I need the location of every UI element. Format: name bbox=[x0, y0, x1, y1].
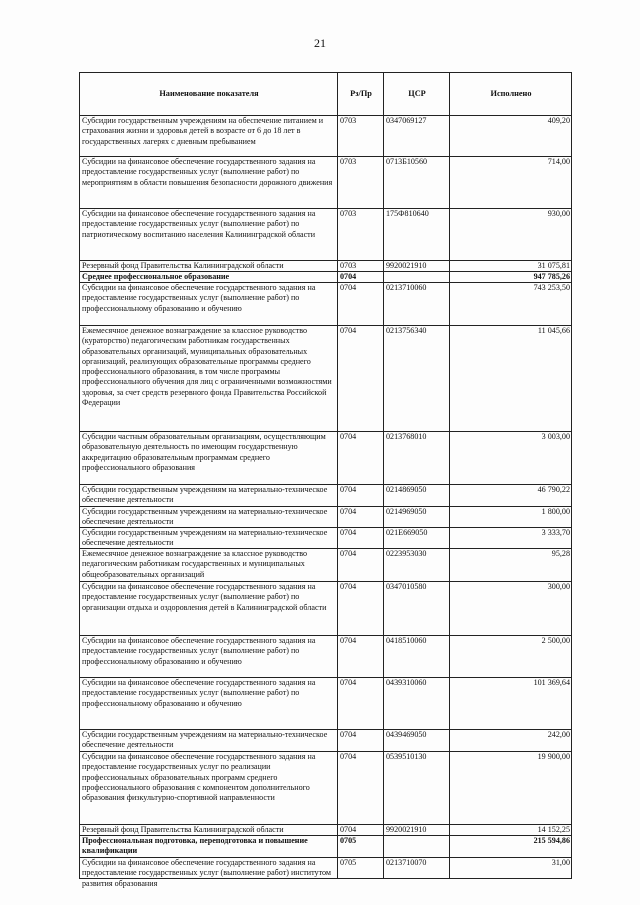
rzpr-cell bbox=[338, 507, 384, 528]
csr-cell-text: 0213710070 bbox=[386, 858, 427, 867]
indicator-name-cell-text: Ежемесячное денежное вознаграждение за классное руководство педагогическим работникам государственных и муниципальных общеобразовательных организаций bbox=[82, 549, 308, 579]
csr-cell-text: 021Е669050 bbox=[386, 528, 428, 537]
indicator-name-cell-text: Субсидии на финансовое обеспечение государственного задания на предоставление государственных услуг (выполнение работ) по профессиональному образованию и обучению bbox=[82, 636, 316, 666]
rzpr-cell bbox=[338, 116, 384, 157]
table-row bbox=[80, 209, 572, 261]
rzpr-cell-text: 0704 bbox=[340, 432, 357, 441]
indicator-name-cell bbox=[80, 261, 338, 272]
csr-cell-text: 0213768010 bbox=[386, 432, 427, 441]
csr-cell-text: 0713Б10560 bbox=[386, 157, 428, 166]
csr-cell bbox=[384, 836, 450, 858]
budget-execution-table bbox=[79, 72, 572, 888]
executed-amount-cell bbox=[450, 116, 572, 157]
rzpr-cell-text: 0704 bbox=[340, 326, 357, 335]
executed-amount-cell-text: 101 369,64 bbox=[533, 678, 570, 687]
indicator-name-cell-text: Субсидии государственным учреждениям на материально-техническое обеспечение деятельности bbox=[82, 507, 328, 527]
csr-cell-text: 9920021910 bbox=[386, 261, 427, 270]
table-row bbox=[80, 678, 572, 730]
executed-amount-cell bbox=[450, 528, 572, 549]
executed-amount-cell-text: 3 003,00 bbox=[541, 432, 570, 441]
indicator-name-cell-text: Резервный фонд Правительства Калининградской области bbox=[82, 825, 284, 834]
csr-cell bbox=[384, 582, 450, 636]
indicator-name-cell-text: Субсидии государственным учреждениям на материально-техническое обеспечение деятельности bbox=[82, 485, 328, 505]
executed-amount-cell bbox=[450, 283, 572, 326]
executed-amount-cell-text: 46 790,22 bbox=[537, 485, 570, 494]
executed-amount-cell bbox=[450, 432, 572, 485]
csr-cell-text: 175Ф810640 bbox=[386, 209, 429, 218]
executed-amount-cell bbox=[450, 730, 572, 752]
indicator-name-cell-text: Ежемесячное денежное вознаграждение за классное руководство (кураторство) педагогическим работникам государственных образовательных организаций, муниципальных образовательных организаций, реализующих образовательные программы среднего профессионального образования, в том числе программы профессионального обучения для лиц с ограниченными возможностями здоровья, за счет средств резервного фонда Правительства Российской Федерации bbox=[82, 326, 332, 408]
rzpr-cell-text: 0704 bbox=[340, 283, 357, 292]
table-row bbox=[80, 549, 572, 582]
header-indicator-name: Наименование показателя bbox=[80, 73, 338, 116]
executed-amount-cell-text: 31,00 bbox=[551, 858, 570, 867]
executed-amount-cell-text: 743 253,50 bbox=[533, 283, 570, 292]
csr-cell bbox=[384, 730, 450, 752]
table-row bbox=[80, 582, 572, 636]
csr-cell bbox=[384, 636, 450, 678]
rzpr-cell bbox=[338, 678, 384, 730]
indicator-name-cell bbox=[80, 157, 338, 209]
executed-amount-cell-text: 1 800,00 bbox=[541, 507, 570, 516]
rzpr-cell bbox=[338, 582, 384, 636]
indicator-name-cell bbox=[80, 432, 338, 485]
csr-cell bbox=[384, 825, 450, 836]
csr-cell bbox=[384, 485, 450, 507]
indicator-name-cell-text: Субсидии на финансовое обеспечение государственного задания на предоставление государственных услуг (выполнение работ) по патриотическому воспитанию населения Калининградской области bbox=[82, 209, 316, 239]
header-rzpr: Рз/Пр bbox=[338, 73, 384, 116]
executed-amount-cell bbox=[450, 261, 572, 272]
csr-cell bbox=[384, 858, 450, 879]
table-row bbox=[80, 116, 572, 157]
indicator-name-cell bbox=[80, 836, 338, 858]
rzpr-cell-text: 0704 bbox=[340, 485, 357, 494]
rzpr-cell-text: 0704 bbox=[340, 752, 357, 761]
executed-amount-cell bbox=[450, 549, 572, 582]
rzpr-cell bbox=[338, 636, 384, 678]
csr-cell-text: 0214969050 bbox=[386, 507, 427, 516]
rzpr-cell-text: 0703 bbox=[340, 209, 357, 218]
indicator-name-cell bbox=[80, 582, 338, 636]
indicator-name-cell bbox=[80, 858, 338, 888]
rzpr-cell-text: 0704 bbox=[340, 549, 357, 558]
indicator-name-cell bbox=[80, 528, 338, 549]
csr-cell-text: 0213756340 bbox=[386, 326, 427, 335]
csr-cell bbox=[384, 209, 450, 261]
rzpr-cell bbox=[338, 836, 384, 858]
executed-amount-cell bbox=[450, 507, 572, 528]
table-row bbox=[80, 432, 572, 485]
rzpr-cell bbox=[338, 157, 384, 209]
table-row bbox=[80, 858, 572, 879]
indicator-name-cell bbox=[80, 209, 338, 261]
csr-cell-text: 0213710060 bbox=[386, 283, 427, 292]
csr-cell-text: 0214869050 bbox=[386, 485, 427, 494]
executed-amount-cell-text: 300,00 bbox=[547, 582, 570, 591]
rzpr-cell bbox=[338, 549, 384, 582]
rzpr-cell-text: 0703 bbox=[340, 116, 357, 125]
csr-cell-text: 0223953030 bbox=[386, 549, 427, 558]
executed-amount-cell bbox=[450, 326, 572, 432]
csr-cell bbox=[384, 272, 450, 283]
rzpr-cell bbox=[338, 209, 384, 261]
rzpr-cell-text: 0704 bbox=[340, 636, 357, 645]
rzpr-cell-text: 0704 bbox=[340, 825, 357, 834]
indicator-name-cell-text: Субсидии на финансовое обеспечение государственного задания на предоставление государственных услуг (выполнение работ) по организации отдыха и оздоровления детей в Калининградской области bbox=[82, 582, 327, 612]
indicator-name-cell-text: Субсидии государственным учреждениям на материально-техническое обеспечение деятельности bbox=[82, 730, 328, 750]
csr-cell-text: 0439469050 bbox=[386, 730, 427, 739]
csr-cell-text: 0418510060 bbox=[386, 636, 427, 645]
executed-amount-cell-text: 14 152,25 bbox=[537, 825, 570, 834]
indicator-name-cell-text: Среднее профессиональное образование bbox=[82, 272, 230, 281]
csr-cell-text: 0347010580 bbox=[386, 582, 427, 591]
indicator-name-cell bbox=[80, 485, 338, 507]
rzpr-cell-text: 0704 bbox=[340, 528, 357, 537]
executed-amount-cell-text: 3 333,70 bbox=[541, 528, 570, 537]
rzpr-cell-text: 0704 bbox=[340, 272, 357, 281]
executed-amount-cell bbox=[450, 678, 572, 730]
csr-cell bbox=[384, 157, 450, 209]
rzpr-cell-text: 0704 bbox=[340, 507, 357, 516]
rzpr-cell bbox=[338, 272, 384, 283]
csr-cell bbox=[384, 528, 450, 549]
executed-amount-cell bbox=[450, 157, 572, 209]
page-number: 21 bbox=[314, 36, 326, 50]
table-row bbox=[80, 836, 572, 858]
rzpr-cell bbox=[338, 752, 384, 825]
executed-amount-cell-text: 31 075,81 bbox=[537, 261, 570, 270]
indicator-name-cell bbox=[80, 730, 338, 752]
table-row bbox=[80, 730, 572, 752]
executed-amount-cell-text: 714,00 bbox=[547, 157, 570, 166]
indicator-name-cell bbox=[80, 549, 338, 582]
csr-cell-text: 9920021910 bbox=[386, 825, 427, 834]
table-row bbox=[80, 157, 572, 209]
table-row bbox=[80, 272, 572, 283]
table-row bbox=[80, 636, 572, 678]
indicator-name-cell-text: Субсидии на финансовое обеспечение государственного задания на предоставление государственных услуг (выполнение работ) по профессиональному образованию и обучению bbox=[82, 678, 316, 708]
executed-amount-cell-text: 409,20 bbox=[547, 116, 570, 125]
indicator-name-cell-text: Субсидии государственным учреждениям на материально-техническое обеспечение деятельности bbox=[82, 528, 328, 548]
indicator-name-cell bbox=[80, 116, 338, 157]
csr-cell bbox=[384, 261, 450, 272]
indicator-name-cell-text: Профессиональная подготовка, переподготовка и повышение квалификации bbox=[82, 836, 308, 856]
csr-cell-text: 0539510130 bbox=[386, 752, 427, 761]
csr-cell-text: 0347069127 bbox=[386, 116, 427, 125]
indicator-name-cell-text: Субсидии на финансовое обеспечение государственного задания на предоставление государственных услуг по реализации профессиональных образовательных программ среднего профессионального образования с компонентом дополнительного образования физкультурно-спортивной направленности bbox=[82, 752, 316, 803]
executed-amount-cell bbox=[450, 752, 572, 825]
csr-cell bbox=[384, 326, 450, 432]
rzpr-cell-text: 0704 bbox=[340, 582, 357, 591]
rzpr-cell bbox=[338, 261, 384, 272]
executed-amount-cell bbox=[450, 209, 572, 261]
indicator-name-cell bbox=[80, 678, 338, 730]
rzpr-cell bbox=[338, 825, 384, 836]
executed-amount-cell bbox=[450, 825, 572, 836]
executed-amount-cell-text: 19 900,00 bbox=[537, 752, 570, 761]
csr-cell bbox=[384, 752, 450, 825]
indicator-name-cell bbox=[80, 283, 338, 326]
executed-amount-cell bbox=[450, 858, 572, 879]
table-row bbox=[80, 528, 572, 549]
indicator-name-cell bbox=[80, 326, 338, 432]
indicator-name-cell-text: Субсидии на финансовое обеспечение государственного задания на предоставление государственных услуг (выполнение работ) институтом развития образования bbox=[82, 858, 332, 888]
header-executed: Исполнено bbox=[450, 73, 572, 116]
executed-amount-cell bbox=[450, 582, 572, 636]
rzpr-cell bbox=[338, 283, 384, 326]
indicator-name-cell bbox=[80, 507, 338, 528]
executed-amount-cell bbox=[450, 272, 572, 283]
executed-amount-cell-text: 11 045,66 bbox=[537, 326, 570, 335]
indicator-name-cell bbox=[80, 825, 338, 836]
csr-cell-text: 0439310060 bbox=[386, 678, 427, 687]
csr-cell bbox=[384, 678, 450, 730]
rzpr-cell-text: 0703 bbox=[340, 157, 357, 166]
rzpr-cell bbox=[338, 730, 384, 752]
csr-cell bbox=[384, 549, 450, 582]
table-row bbox=[80, 825, 572, 836]
indicator-name-cell bbox=[80, 752, 338, 825]
table-row bbox=[80, 507, 572, 528]
rzpr-cell-text: 0705 bbox=[340, 858, 357, 867]
rzpr-cell bbox=[338, 858, 384, 879]
executed-amount-cell-text: 930,00 bbox=[547, 209, 570, 218]
executed-amount-cell-text: 95,28 bbox=[551, 549, 570, 558]
rzpr-cell bbox=[338, 485, 384, 507]
table-row bbox=[80, 485, 572, 507]
table-row bbox=[80, 752, 572, 825]
indicator-name-cell-text: Субсидии на финансовое обеспечение государственного задания на предоставление государственных услуг (выполнение работ) по профессиональному образованию и обучению bbox=[82, 283, 316, 313]
indicator-name-cell-text: Резервный фонд Правительства Калининградской области bbox=[82, 261, 284, 270]
executed-amount-cell bbox=[450, 485, 572, 507]
executed-amount-cell bbox=[450, 836, 572, 858]
csr-cell bbox=[384, 507, 450, 528]
rzpr-cell-text: 0705 bbox=[340, 836, 357, 845]
indicator-name-cell bbox=[80, 636, 338, 678]
table-row bbox=[80, 283, 572, 326]
csr-cell bbox=[384, 283, 450, 326]
rzpr-cell-text: 0703 bbox=[340, 261, 357, 270]
executed-amount-cell-text: 2 500,00 bbox=[541, 636, 570, 645]
rzpr-cell bbox=[338, 528, 384, 549]
csr-cell bbox=[384, 116, 450, 157]
indicator-name-cell bbox=[80, 272, 338, 283]
table-header-row bbox=[80, 73, 572, 116]
rzpr-cell-text: 0704 bbox=[340, 678, 357, 687]
csr-cell bbox=[384, 432, 450, 485]
rzpr-cell bbox=[338, 432, 384, 485]
rzpr-cell bbox=[338, 326, 384, 432]
executed-amount-cell-text: 215 594,86 bbox=[533, 836, 570, 845]
table-row bbox=[80, 261, 572, 272]
indicator-name-cell-text: Субсидии государственным учреждениям на обеспечение питанием и страхования жизни и здоровья детей в возрасте от 6 до 18 лет в государственных лагерях с дневным пребыванием bbox=[82, 116, 324, 146]
rzpr-cell-text: 0704 bbox=[340, 730, 357, 739]
executed-amount-cell-text: 947 785,26 bbox=[533, 272, 570, 281]
indicator-name-cell-text: Субсидии частным образовательным организациям, осуществляющим образовательную деятельность по имеющим государственную аккредитацию образовательным программам среднего профессионального образования bbox=[82, 432, 326, 472]
executed-amount-cell-text: 242,00 bbox=[547, 730, 570, 739]
table-row bbox=[80, 326, 572, 432]
header-csr: ЦСР bbox=[384, 73, 450, 116]
indicator-name-cell-text: Субсидии на финансовое обеспечение государственного задания на предоставление государственных услуг (выполнение работ) по мероприятиям в области повышения безопасности дорожного движения bbox=[82, 157, 333, 187]
executed-amount-cell bbox=[450, 636, 572, 678]
